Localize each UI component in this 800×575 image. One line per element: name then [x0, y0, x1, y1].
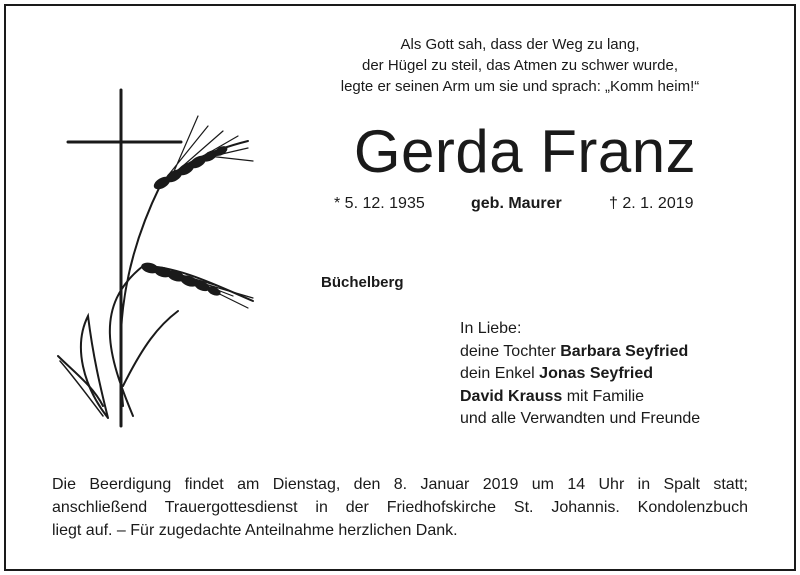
- mourners-list: [460, 318, 700, 431]
- mourners-intro: In Liebe:: [460, 320, 522, 337]
- poem-line: legte er seinen Arm um sie und sprach: „Komm heim!“: [340, 78, 700, 95]
- birth-date: * 5. 12. 1935: [334, 195, 425, 212]
- mourner-family: David Krauss mit Familie: [460, 387, 645, 405]
- hometown: Büchelberg: [321, 274, 404, 291]
- poem-line: Als Gott sah, dass der Weg zu lang,: [400, 36, 640, 53]
- funeral-line: anschließend Trauergottesdienst in der Friedhofskirche St. Johannis. Kondolenzbuch: [52, 499, 748, 516]
- mourner-grandson: dein Enkel Jonas Seyfried: [460, 365, 653, 382]
- maiden-name: geb. Maurer: [471, 195, 562, 212]
- deceased-name: Gerda Franz: [353, 118, 697, 185]
- cross-with-wheat-icon: [48, 86, 263, 431]
- poem-line: der Hügel zu steil, das Atmen zu schwer wurde,: [362, 57, 678, 74]
- funeral-line: Die Beerdigung findet am Dienstag, den 8. Januar 2019 um 14 Uhr in Spalt statt;: [52, 476, 748, 493]
- mourner-relatives: und alle Verwandten und Freunde: [460, 410, 701, 427]
- funeral-details: [52, 473, 748, 542]
- mourner-daughter: deine Tochter Barbara Seyfried: [460, 342, 689, 360]
- memorial-poem: [300, 34, 740, 97]
- funeral-line: liegt auf. – Für zugedachte Anteilnahme herzlichen Dank.: [52, 522, 458, 539]
- death-date: † 2. 1. 2019: [609, 195, 694, 212]
